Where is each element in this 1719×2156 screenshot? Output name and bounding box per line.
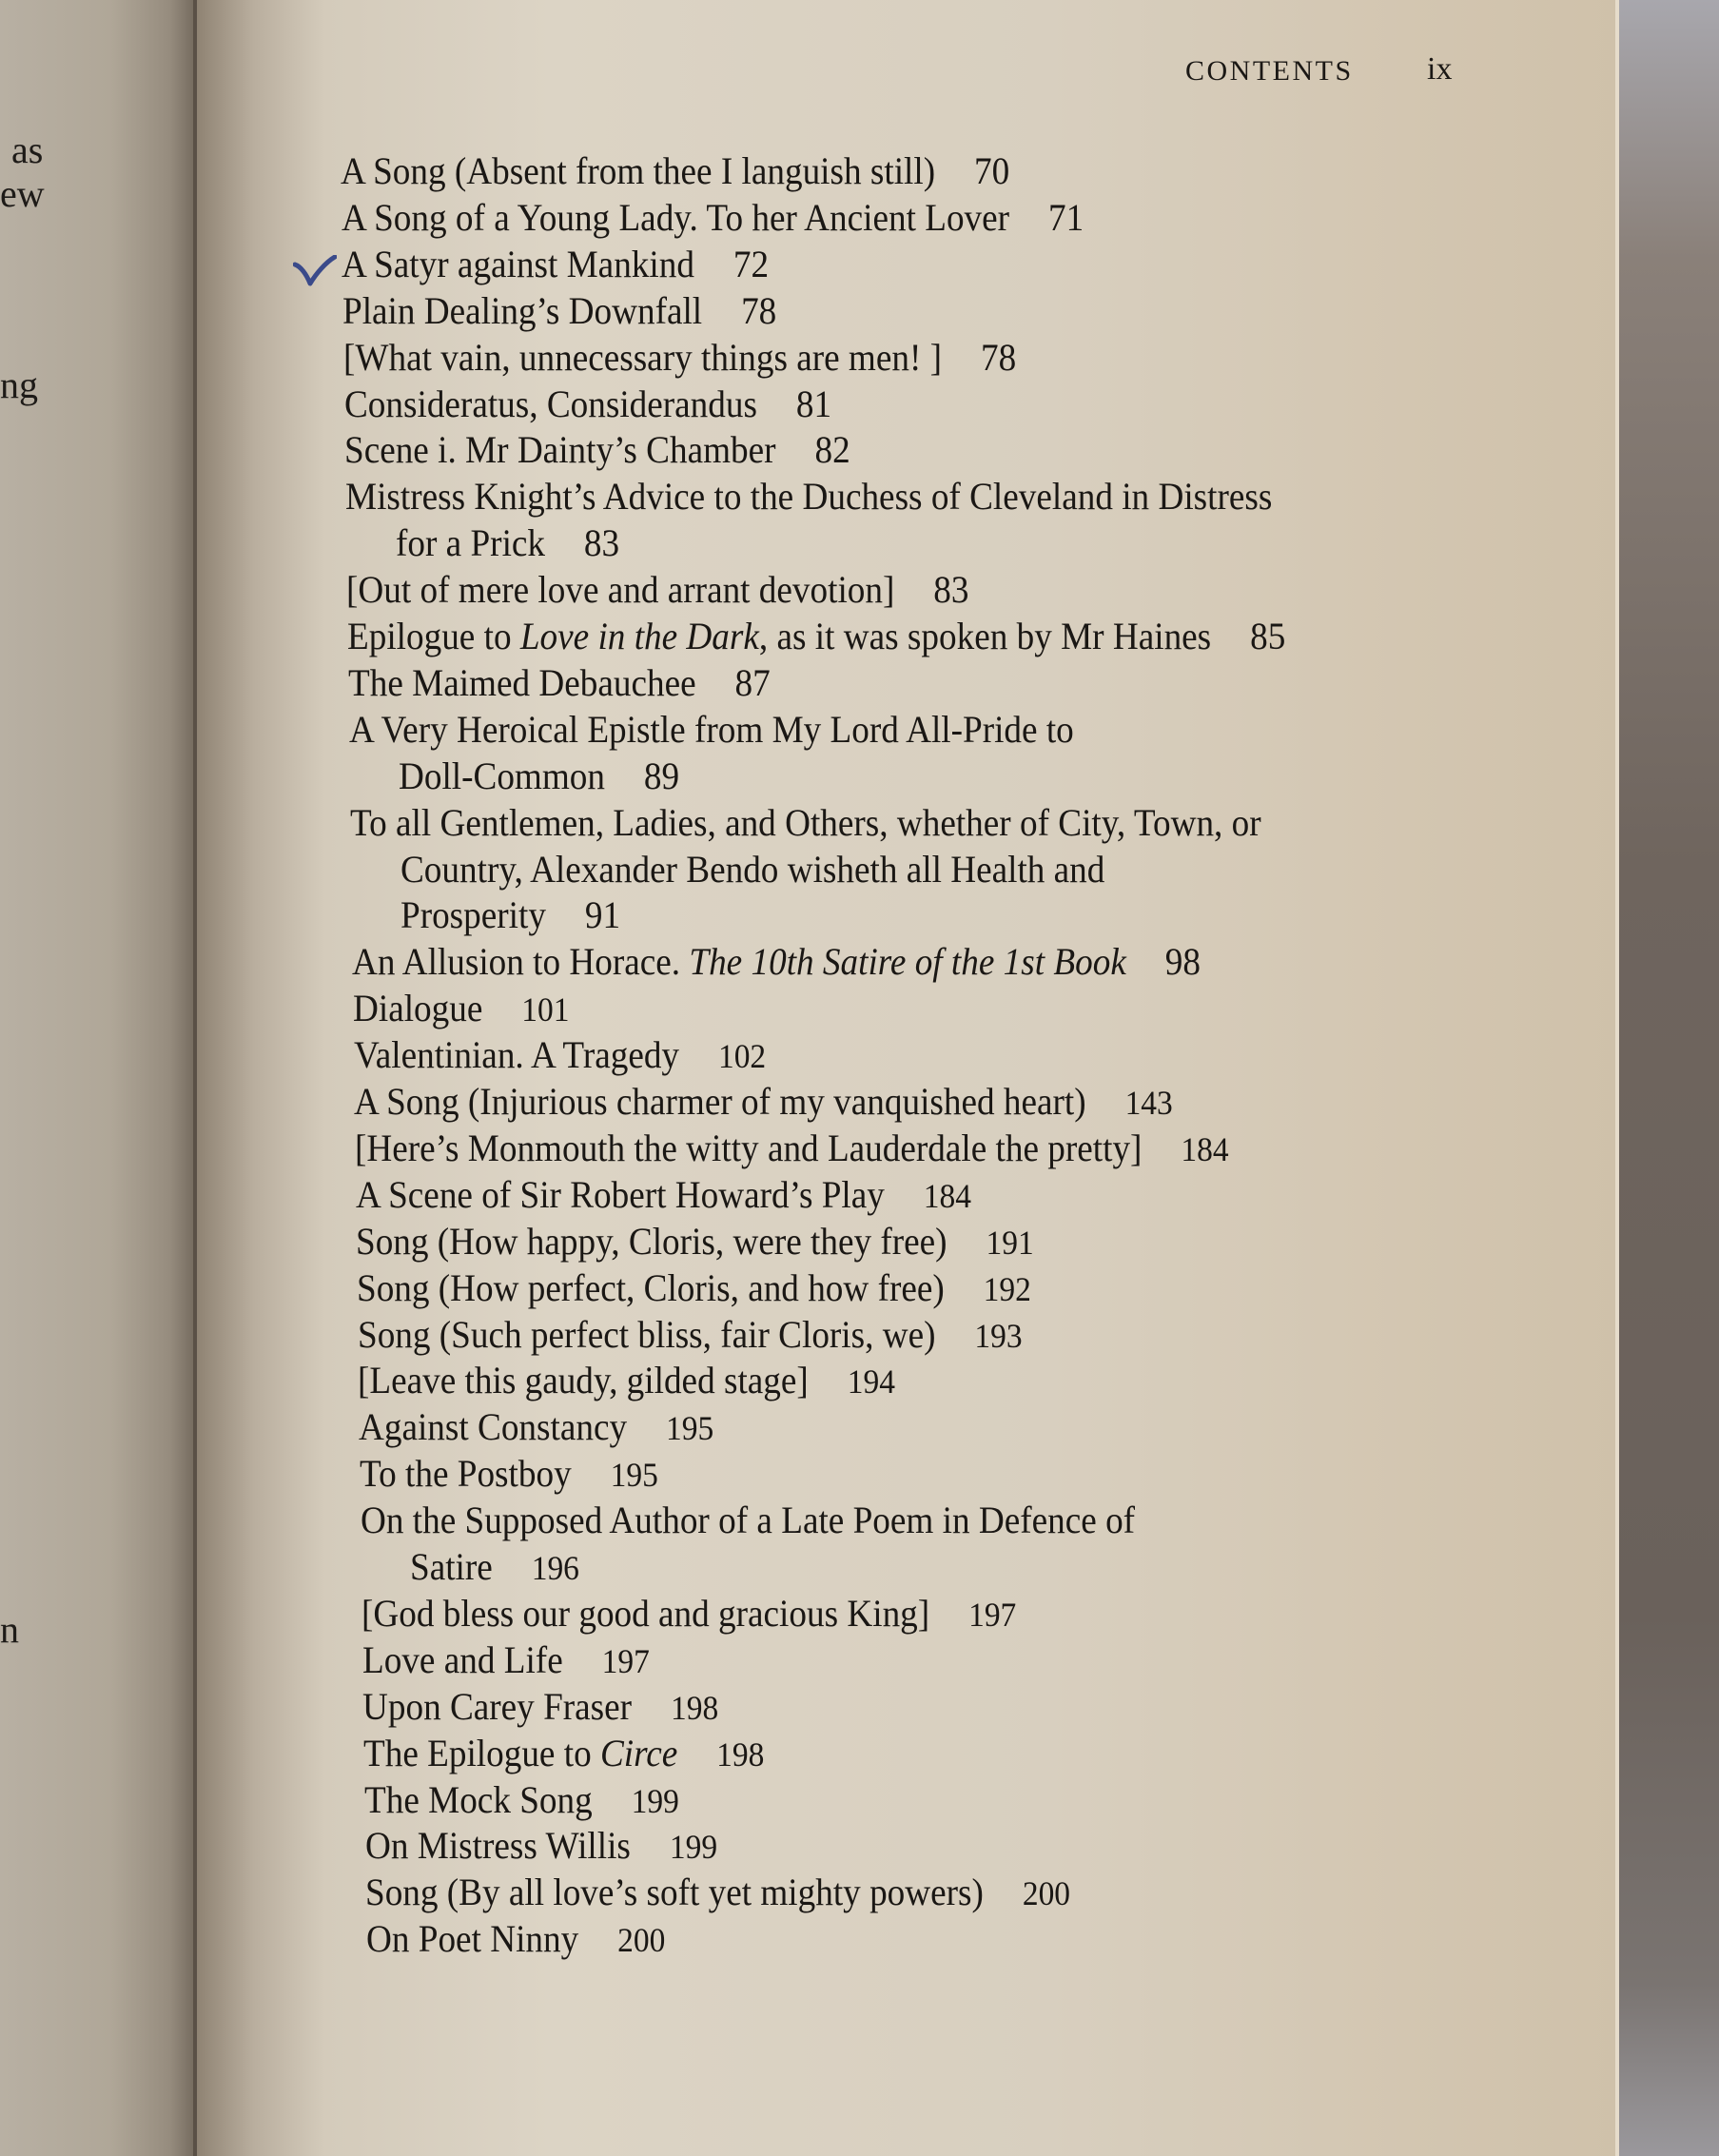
toc-entry [341, 149, 1010, 192]
entry-title: Dialogue [352, 987, 483, 1030]
left-page-fragment: ng [0, 363, 38, 406]
entry-page-number: 70 [974, 149, 1010, 192]
toc-entry [359, 1405, 714, 1449]
entry-title: for a Prick [395, 521, 545, 565]
running-head: CONTENTS [1185, 55, 1354, 87]
entry-page-number: 101 [521, 990, 570, 1029]
toc-entry [361, 1637, 650, 1681]
toc-entry [348, 707, 1074, 751]
entry-title: The Maimed Debauchee [347, 660, 696, 704]
toc-entry [341, 195, 1084, 239]
entry-title: A Song (Injurious charmer of my vanquished heart) [354, 1080, 1086, 1123]
entry-page-number: 199 [631, 1781, 679, 1820]
entry-page-number: 191 [986, 1223, 1035, 1262]
toc-entry [342, 288, 777, 332]
entry-page-number: 98 [1164, 940, 1201, 984]
entry-title: A Very Heroical Epistle from My Lord All-Pride to [348, 707, 1074, 751]
entry-page-number: 71 [1047, 195, 1084, 239]
entry-title: Mistress Knight’s Advice to the Duchess of Cleveland in Distress [344, 475, 1273, 519]
toc-entry-continuation [399, 754, 680, 797]
entry-title: [God bless our good and gracious King] [361, 1591, 930, 1635]
entry-page-number: 83 [583, 521, 619, 565]
entry-title: A Song of a Young Lady. To her Ancient Lover [341, 195, 1009, 239]
entry-title-italic: Circe [600, 1731, 678, 1774]
entry-title: [Out of mere love and arrant devotion] [346, 568, 895, 612]
toc-entry [342, 335, 1017, 379]
entry-title: The Mock Song [363, 1777, 593, 1821]
entry-page-number: 193 [974, 1316, 1023, 1355]
entry-page-number: 200 [617, 1921, 666, 1960]
entry-title: A Song (Absent from thee I languish still) [341, 149, 936, 192]
toc-entry [359, 1452, 658, 1496]
entry-page-number: 87 [734, 660, 771, 704]
left-page-fragment: n [0, 1608, 19, 1651]
entry-title: Song (By all love’s soft yet mighty powers) [365, 1871, 985, 1914]
entry-title: To all Gentlemen, Ladies, and Others, whether of City, Town, or [349, 800, 1261, 844]
toc-entry-continuation [410, 1545, 580, 1588]
toc-entry [352, 987, 570, 1030]
entry-title: On Poet Ninny [366, 1917, 579, 1961]
toc-entry-continuation [395, 521, 619, 565]
entry-title: On the Supposed Author of a Late Poem in Defence of [360, 1499, 1135, 1542]
entry-title: Doll-Common [399, 754, 606, 797]
entry-page-number: 198 [716, 1735, 765, 1774]
toc-entry [366, 1917, 666, 1961]
toc-entry [363, 1731, 765, 1774]
toc-entry-continuation [400, 847, 1105, 891]
entry-title: Scene i. Mr Dainty’s Chamber [344, 428, 776, 472]
entry-title: Satire [410, 1545, 494, 1588]
entry-title: Country, Alexander Bendo wisheth all Health and [400, 847, 1105, 891]
left-page-fragment: ew [0, 172, 45, 215]
toc-entry [354, 1080, 1173, 1123]
toc-entry [349, 800, 1261, 844]
entry-page-number: 194 [848, 1362, 896, 1401]
entry-page-number: 81 [795, 382, 831, 425]
toc-entry [363, 1777, 679, 1821]
entry-page-number: 78 [980, 335, 1017, 379]
entry-title: A Satyr against Mankind [342, 242, 695, 285]
entry-title: Love and Life [361, 1637, 563, 1681]
entry-title: An Allusion to Horace. [352, 940, 690, 984]
entry-page-number: 197 [968, 1595, 1017, 1634]
entry-title: A Scene of Sir Robert Howard’s Play [355, 1172, 885, 1216]
toc-entry [360, 1499, 1135, 1542]
left-page [0, 0, 200, 2156]
entry-title: Plain Dealing’s Downfall [342, 288, 703, 332]
background-surface [1619, 0, 1719, 2156]
entry-title: [Here’s Monmouth the witty and Lauderdale the pretty] [354, 1126, 1143, 1169]
toc-entry [346, 568, 969, 612]
entry-page-number: 200 [1023, 1874, 1071, 1913]
toc-entry [364, 1824, 717, 1868]
toc-entry-continuation [400, 893, 621, 937]
entry-title: The Epilogue to [363, 1731, 601, 1774]
toc-entry [347, 617, 1285, 656]
entry-page-number: 196 [532, 1549, 580, 1587]
entry-title: , as it was spoken by Mr Haines [758, 615, 1212, 657]
toc-entry [356, 1219, 1035, 1263]
entry-page-number: 89 [644, 754, 680, 797]
entry-title-italic: The 10th Satire of the 1st Book [689, 940, 1126, 984]
entry-title: [Leave this gaudy, gilded stage] [358, 1359, 810, 1402]
toc-entry [365, 1871, 1071, 1914]
entry-page-number: 78 [741, 288, 777, 332]
entry-page-number: 199 [669, 1828, 717, 1867]
entry-title: Song (Such perfect bliss, fair Cloris, we) [357, 1312, 936, 1356]
toc-entry [347, 660, 771, 704]
entry-title: Song (How happy, Cloris, were they free) [356, 1219, 947, 1263]
entry-title: Prosperity [400, 893, 547, 937]
page-number: ix [1427, 51, 1453, 87]
entry-page-number: 91 [585, 893, 621, 937]
toc-entry [354, 1126, 1229, 1169]
toc-entry [361, 1591, 1017, 1635]
entry-title: Upon Carey Fraser [362, 1684, 633, 1728]
toc-entry [344, 428, 850, 472]
checkmark-icon [293, 255, 337, 287]
entry-title: On Mistress Willis [364, 1824, 631, 1868]
toc-entry [357, 1265, 1031, 1309]
entry-title: Against Constancy [359, 1405, 628, 1449]
entry-title: Consideratus, Considerandus [343, 382, 757, 425]
toc-entry [352, 940, 1201, 984]
toc-entry [343, 382, 831, 425]
entry-page-number: 195 [610, 1456, 658, 1495]
entry-title: To the Postboy [359, 1452, 572, 1496]
entry-page-number: 72 [733, 242, 770, 285]
entry-page-number: 83 [933, 568, 969, 612]
entry-title-italic: Love in the Dark [519, 615, 759, 657]
entry-title: Epilogue to [347, 615, 520, 657]
entry-page-number: 143 [1124, 1084, 1173, 1122]
toc-entry [357, 1312, 1023, 1356]
entry-page-number: 184 [923, 1176, 971, 1215]
left-page-fragment: as [11, 128, 44, 171]
entry-page-number: 197 [601, 1641, 650, 1680]
toc-entry [344, 475, 1273, 519]
toc-entry [353, 1033, 766, 1077]
entry-title: Song (How perfect, Cloris, and how free) [357, 1265, 945, 1309]
toc-entry [355, 1172, 971, 1216]
entry-title: [What vain, unnecessary things are men! ] [342, 335, 942, 379]
toc-entry [362, 1684, 719, 1728]
entry-page-number: 102 [717, 1037, 766, 1076]
entry-page-number: 192 [983, 1269, 1031, 1308]
entry-page-number: 85 [1250, 615, 1286, 657]
entry-title: Valentinian. A Tragedy [353, 1033, 679, 1077]
toc-entry [358, 1359, 896, 1402]
toc-entry [342, 242, 770, 285]
entry-page-number: 195 [666, 1409, 714, 1448]
entry-page-number: 184 [1181, 1129, 1229, 1168]
entry-page-number: 198 [671, 1688, 719, 1727]
entry-page-number: 82 [814, 428, 850, 472]
